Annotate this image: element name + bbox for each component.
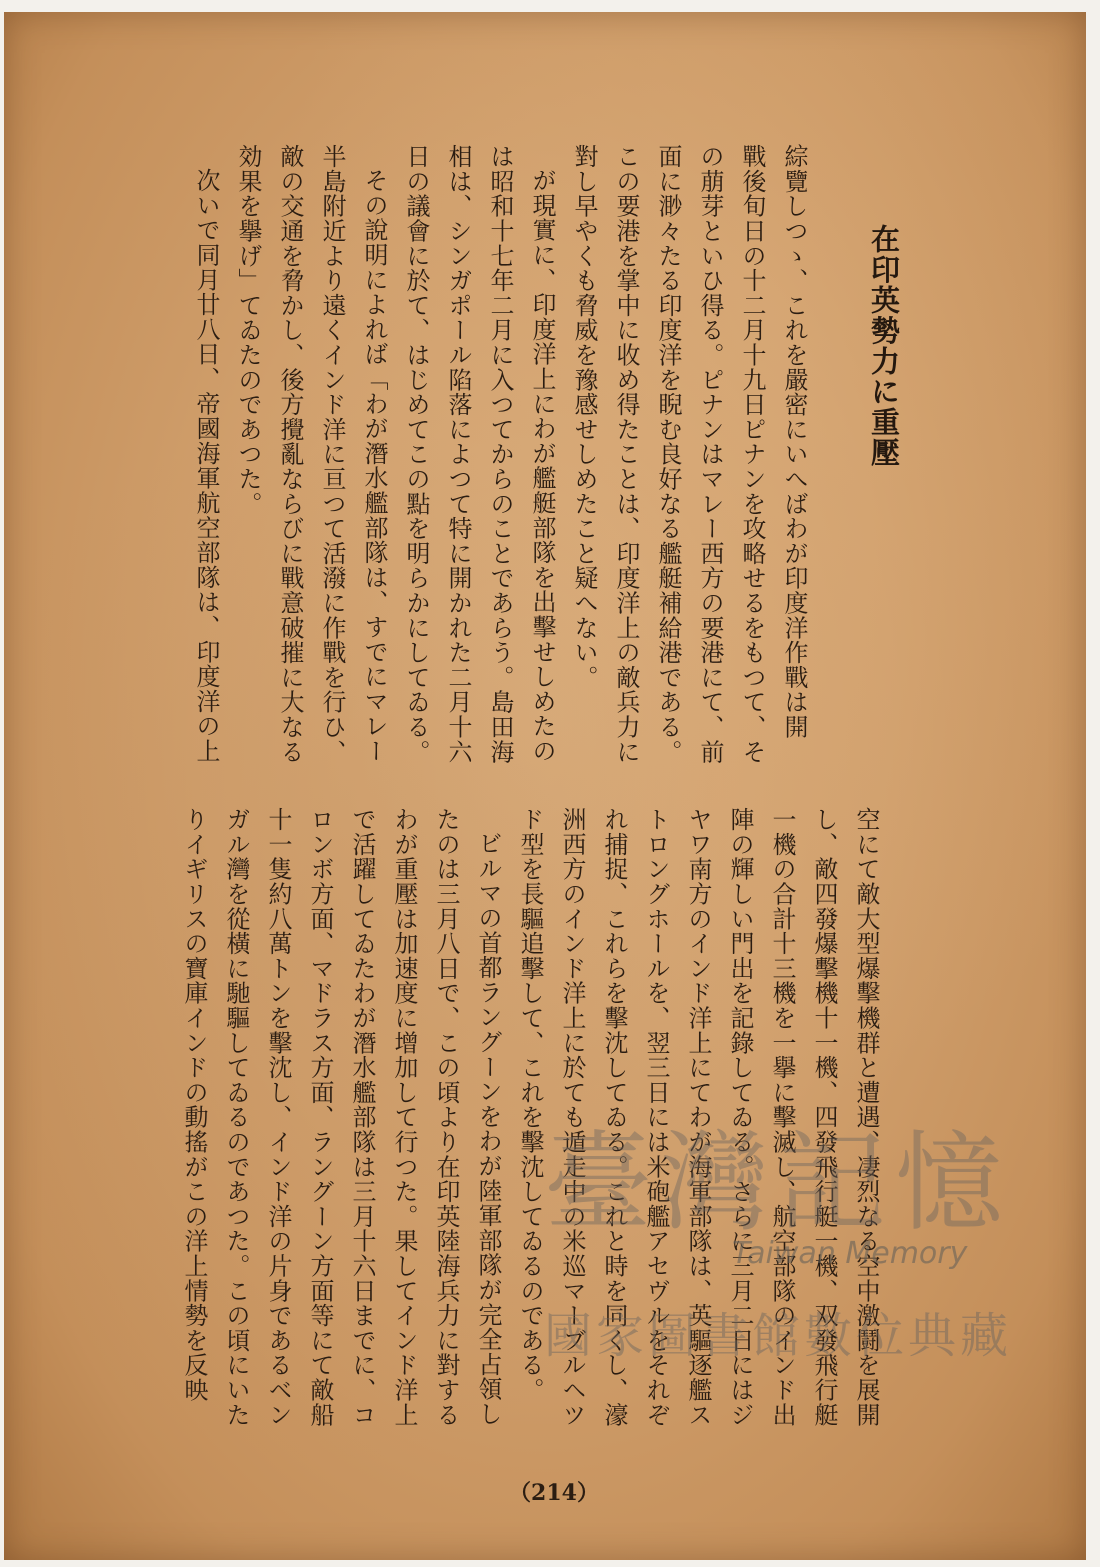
text-column: りイギリスの寶庫インドの動搖がこの洋上情勢を反映	[180, 807, 208, 1403]
text-column: ビルマの首都ラングーンをわが陸軍部隊が完全占領し	[474, 831, 502, 1427]
text-column: 日の議會に於て、はじめてこの點を明らかにしてゐる。	[402, 144, 430, 764]
text-column: 空にて敵大型爆擊機群と遭遇、凄烈なる空中激鬪を展開	[852, 807, 880, 1427]
page-number: （214）	[509, 1480, 599, 1506]
section-heading: 在印英勢力に重壓	[867, 224, 901, 468]
text-column: この要港を掌中に收め得たことは、印度洋上の敵兵力に	[612, 144, 640, 764]
text-column: 敵の交通を脅かし、後方攪亂ならびに戰意破摧に大なる	[276, 144, 304, 764]
text-column: 半島附近より遠くインド洋に亘つて活潑に作戰を行ひ、	[318, 144, 346, 764]
text-column: たのは三月八日で、この頃より在印英陸海兵力に對する	[432, 807, 460, 1427]
text-column: ロンボ方面、マドラス方面、ラングーン方面等にて敵船	[306, 807, 334, 1427]
text-column: その說明によれば「わが潛水艦部隊は、すでにマレー	[360, 168, 388, 764]
text-column: し、敵四發爆擊機十一機、四發飛行艇一機、双發飛行艇	[810, 807, 838, 1427]
scanned-page	[4, 12, 1086, 1560]
text-column: 効果を擧げ」てゐたのであつた。	[234, 144, 262, 516]
text-column: 次いで同月廿八日、帝國海軍航空部隊は、印度洋の上	[192, 168, 220, 764]
text-column: 面に渺々たる印度洋を睨む良好なる艦艇補給港である。	[654, 144, 682, 764]
text-column: 戰後旬日の十二月十九日ピナンを攻略せるをもつて、そ	[738, 144, 766, 764]
text-column: 一機の合計十三機を一擧に擊滅し、航空部隊のインド出	[768, 807, 796, 1427]
text-column: 洲西方のインド洋上に於ても遁走中の米巡マーブルヘツ	[558, 807, 586, 1427]
text-column: 相は、シンガポール陷落によつて特に開かれた二月十六	[444, 144, 472, 764]
text-column: は昭和十七年二月に入つてからのことであらう。島田海	[486, 144, 514, 764]
text-column: ド型を長驅追擊して、これを擊沈してゐるのである。	[516, 807, 544, 1403]
text-column: の萠芽といひ得る。ピナンはマレー西方の要港にて、前	[696, 144, 724, 764]
text-column: れ捕捉、これらを擊沈してゐる。これと時を同くし、濠	[600, 807, 628, 1427]
text-column: わが重壓は加速度に增加して行つた。果してインド洋上	[390, 807, 418, 1427]
text-column: が現實に、印度洋上にわが艦艇部隊を出擊せしめたの	[528, 168, 556, 764]
watermark-english: Taiwan Memory	[732, 1236, 968, 1271]
upper-text-block	[185, 144, 815, 774]
text-column: 對し早やくも脅威を豫感せしめたこと疑へない。	[570, 144, 598, 690]
text-column: 綜覽しつゝ、これを嚴密にいへばわが印度洋作戰は開	[780, 144, 808, 740]
text-column: で活躍してゐたわが潛水艦部隊は三月十六日までに、コ	[348, 807, 376, 1427]
text-column: 十一隻約八萬トンを擊沈し、インド洋の片身であるベン	[264, 807, 292, 1427]
text-column: トロングホールを、翌三日には米砲艦アセヴルをそれぞ	[642, 807, 670, 1427]
text-column: 陣の輝しい門出を記錄してゐる。さらに三月二日にはジ	[726, 807, 754, 1427]
text-column: ヤワ南方のインド洋上にてわが海軍部隊は、英驅逐艦ス	[684, 807, 712, 1427]
text-column: ガル灣を從橫に馳驅してゐるのであつた。この頃にいた	[222, 807, 250, 1427]
watermark-logo: 臺灣記憶	[544, 1121, 1013, 1246]
watermark-institution: 國家圖書館數位典藏	[544, 1308, 1013, 1364]
